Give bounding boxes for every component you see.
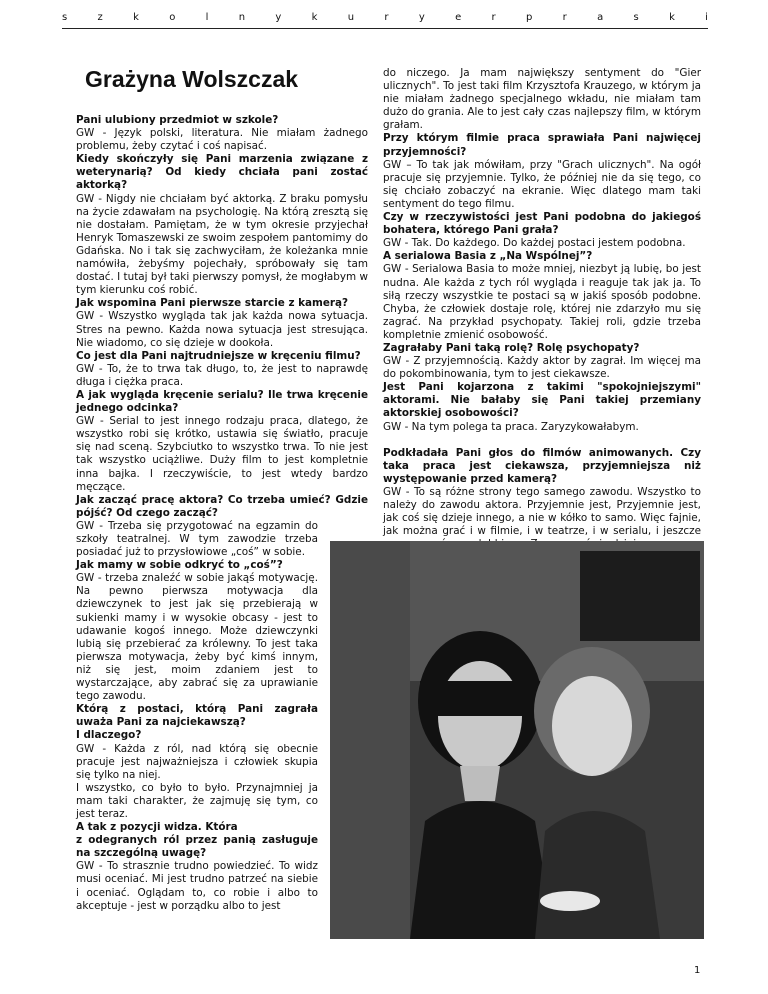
header-letter: p [525,12,533,23]
answer: GW - Trzeba się przygotować na egzamin do szkoły teatralnej. W tym zawodzie trzeba posiadać już to przysłowiowe „coś” w sobie. [76,519,318,559]
question: z odegranych ról przez panią zasługuje na szczególną uwagę? [76,834,318,860]
header-letter: a [597,12,604,23]
answer: GW - Język polski, literatura. Nie miałam żadnego problemu, żeby czytać i coś napisać. [76,127,368,153]
answer: I wszystko, co było to było. Przynajmniej ja mam taki charakter, że zajmuję się tym, co jest teraz. [76,781,318,820]
question: Jest Pani kojarzona z takimi "spokojniejszymi" aktorami. Nie bałaby się Pani takiej przemiany aktorskiej osobowości? [383,381,701,420]
header-letter: s [633,12,639,23]
spacer [383,434,701,447]
question: Którą z postaci, którą Pani zagrała uważa Pani za najciekawszą? [76,703,318,729]
left-column [76,114,368,913]
question: A serialowa Basia z „Na Wspólnej”? [383,250,593,263]
header-letter: k [311,12,318,23]
header-letter: k [669,12,675,23]
answer: GW - trzeba znaleźć w sobie jakąś motywację. Na pewno pierwsza motywacja dla dziewczynek to jest jak się przebierają w sukienki mamy i w wysokie obcasy - jest to udawanie kogoś innego. Może dziewczynki lubią się przebierać za królewny. To jest taka pierwsza motywacja, żeby być kimś innym, niż się jest, moim zdaniem jest to wystarczające, aby zabrać się za uprawianie tego zawodu. [76,572,318,703]
header-letter: n [238,12,246,23]
header-letter: l [205,12,209,23]
header-letter: y [418,12,425,23]
header-letter: y [275,12,282,23]
header-letter: u [347,12,355,23]
answer: GW - To strasznie trudno powiedzieć. To widz musi oceniać. Mi jest trudno patrzeć na siebie i oceniać. Oglądam to, co robie i albo to akceptuje - jest w porządku albo to jest [76,860,318,912]
answer: GW - To, że to trwa tak długo, to, że jest to naprawdę długa i ciężka praca. [76,362,368,388]
right-column [383,67,701,551]
answer: GW - Serialowa Basia to może mniej, niezbyt ją lubię, bo jest nudna. Ale każda z tych ról wygląda i reaguje tak jak ja. To siłą rzeczy wszystkie te postaci są w jakiś sposób podobne. Chyba, że człowiek dostaje rolę, której nie zdarzyło mu się zagrać. Na przykład psychopaty. Takiej roli, gdzie trzeba kompletnie zmienić osobowość. [383,263,701,341]
header-letter: i [705,12,708,23]
question: Kiedy skończyły się Pani marzenia związane z weterynarią? Od kiedy chciała pani zostać aktorką? [76,153,368,192]
question: A jak wygląda kręcenie serialu? Ile trwa kręcenie jednego odcinka? [76,388,368,415]
answer: GW - Na tym polega ta praca. Zaryzykowałabym. [383,420,639,433]
answer: GW - Wszystko wygląda tak jak każda nowa sytuacja. Stres na pewno. Każda nowa sytuacja jest stresująca. Nie wiadomo, co się dzieje w dookoła. [76,310,368,349]
question: Czy w rzeczywistości jest Pani podobna do jakiegoś bohatera, którego Pani grała? [383,211,701,237]
question: Podkładała Pani głos do filmów animowanych. Czy taka praca jest ciekawsza, przyjemniejsza niż występowanie przed kamerą? [383,446,701,485]
question: Przy którym filmie praca sprawiała Pani najwięcej przyjemności? [383,132,701,158]
header-letter: r [384,12,389,23]
answer: GW - To są różne strony tego samego zawodu. Wszystko to należy do zawodu aktora. Przyjemnie jest, Przyjemnie jest, jak coś się dzieje innego, a nie w kółko to samo. Więc fajnie, jak można grać i w filmie, i w teatrze, i w serialu, i jeszcze [383,485,701,538]
header-letter: o [169,12,176,23]
question: A tak z pozycji widza. Która [76,821,238,834]
article-title: Grażyna Wolszczak [85,66,299,92]
page-header [62,12,708,29]
answer: GW - Z przyjemnością. Każdy aktor by zagrał. Im więcej ma do pokombinowania, tym to jest ciekawsze. [383,355,701,381]
question: Jak mamy w sobie odkryć to „coś”? [76,559,283,572]
answer: GW - Tak. Do każdego. Do każdej postaci jestem podobna. [383,237,686,250]
header-letter: k [133,12,139,23]
page-number: 1 [694,965,701,976]
photo-image [330,541,704,939]
interview-photo [330,541,704,939]
question: Jak zacząć pracę aktora? Co trzeba umieć? Gdzie pójść? Od czego zacząć? [76,493,368,519]
answer: GW - Każda z ról, nad którą się obecnie pracuje jest najważniejsza i człowiek skupia się tylko na niej. [76,742,318,781]
header-letter: r [562,12,567,23]
question: I dlaczego? [76,729,142,742]
header-letter: z [97,12,103,23]
header-letter: s [62,12,68,23]
question: Co jest dla Pani najtrudniejsze w kręceniu filmu? [76,349,361,362]
question: Pani ulubiony przedmiot w szkole? [76,114,279,126]
answer: GW – To tak jak mówiłam, przy "Grach ulicznych". Na ogół pracuje się przyjemnie. Tylko, że później nie da się tego, co się chciało zobaczyć na ekranie. Więc dlatego mam taki sentyment do tego filmu. [383,158,701,210]
answer: GW - Nigdy nie chciałam być aktorką. Z braku pomysłu na życie zdawałam na psychologię. Na którą zresztą się nie dostałam. Pamiętam, że w tym okresie przyjechał Henryk Tomaszewski ze swoim zespołem pantomimy do Gdańska. No i tak się zachwyciłam, że koleżanka mnie namówiła, żebyśmy pojechały, spróbowały się tam dostać. I tutaj był taki pierwszy pomysł, że mogłabym w tym kierunku coś robić. [76,192,368,297]
question: Jak wspomina Pani pierwsze starcie z kamerą? [76,297,349,310]
header-letter: e [455,12,462,23]
question: Zagrałaby Pani taką rolę? Rolę psychopaty? [383,341,640,354]
answer: GW - Serial to jest innego rodzaju praca, dlatego, że wszystko robi się krótko, ustawia się światło, pracuje się nad sceną. Szybciutko to wszystko trwa. To nie jest tak wszystko uciążliwe. Duży film to jest kompletnie inna bajka. I rzeczywiście, to jest wtedy bardzo męczące. [76,415,368,493]
answer: do niczego. Ja mam największy sentyment do "Gier ulicznych". To jest taki film Krzysztofa Krauzego, w którym ja nie miałam żadnego specjalnego wkładu, nie miałam tam dużo do grania. Ale to jest cały czas najlepszy film, w którym grałam. [383,67,701,132]
header-letter: r [491,12,496,23]
